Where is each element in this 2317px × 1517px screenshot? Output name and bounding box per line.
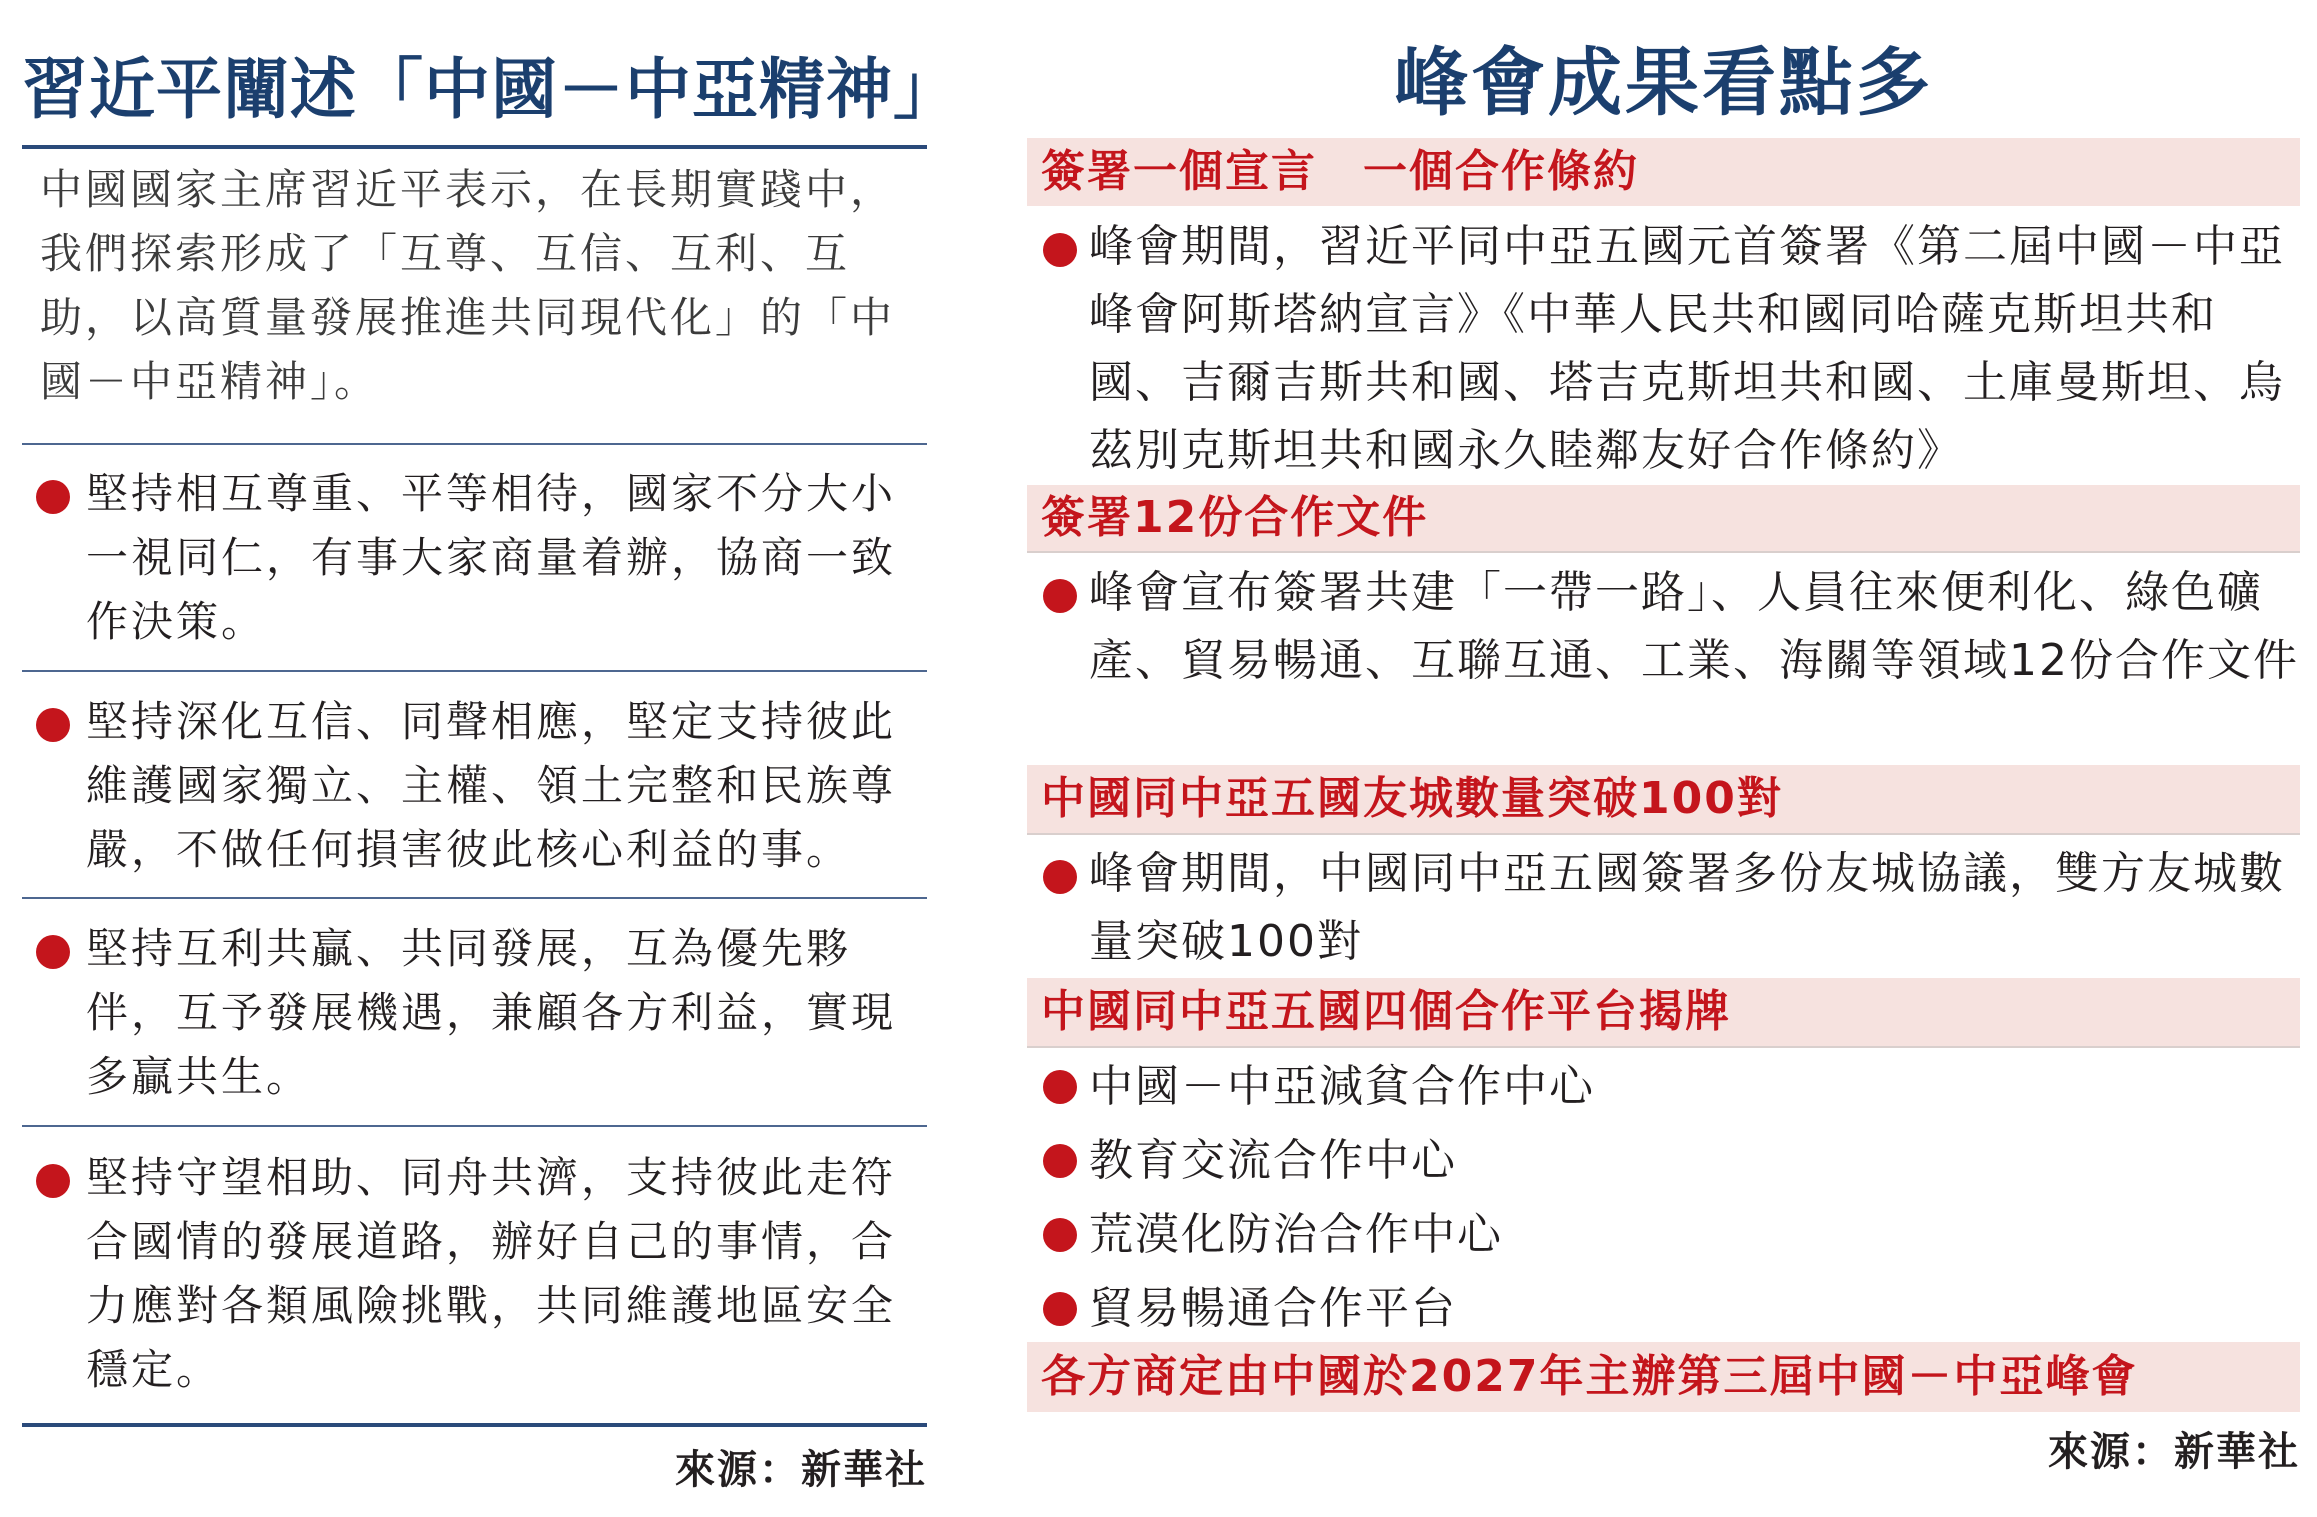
principle-text: 堅持相互尊重、平等相待，國家不分大小一視同仁，有事大家商量着辦，協商一致作決策。	[86, 469, 897, 646]
source-credit: 來源：新華社	[2048, 1429, 2300, 1475]
result-text: 峰會期間，中國同中亞五國簽署多份友城協議，雙方友城數量突破100對	[1089, 848, 2285, 967]
source-credit: 來源：新華社	[675, 1447, 927, 1493]
divider	[22, 897, 927, 899]
principle-text: 堅持深化互信、同聲相應，堅定支持彼此維護國家獨立、主權、領土完整和民族尊嚴，不做任何損害彼此核心利益的事。	[86, 697, 897, 874]
divider	[1027, 1046, 2300, 1048]
result-text: 教育交流合作中心	[1089, 1135, 1457, 1186]
divider	[22, 145, 927, 149]
divider	[22, 443, 927, 445]
divider	[1027, 551, 2300, 553]
divider	[22, 1125, 927, 1127]
result-text: 中國－中亞減貧合作中心	[1089, 1061, 1595, 1112]
divider	[22, 670, 927, 672]
divider	[1027, 833, 2300, 835]
principle-text: 堅持互利共贏、共同發展，互為優先夥伴，互予發展機遇，兼顧各方利益，實現多贏共生。	[86, 924, 897, 1101]
result-text: 峰會期間，習近平同中亞五國元首簽署《第二屆中國－中亞峰會阿斯塔納宣言》《中華人民共和國同哈薩克斯坦共和國、吉爾吉斯共和國、塔吉克斯坦共和國、土庫曼斯坦、烏茲別克斯坦共和國永久睦鄰友好合作條約》	[1089, 221, 2285, 476]
section-heading: 中國同中亞五國四個合作平台揭牌	[1027, 978, 2300, 1046]
bullet-dot-icon	[1043, 860, 1077, 894]
right-panel-title: 峰會成果看點多	[1394, 40, 1933, 126]
bullet-dot-icon	[1043, 233, 1077, 267]
intro-paragraph: 中國國家主席習近平表示，在長期實踐中，我們探索形成了「互尊、互信、互利、互助，以高質量發展推進共同現代化」的「中國－中亞精神」。	[40, 165, 896, 406]
bullet-dot-icon	[1043, 1218, 1077, 1252]
bullet-dot-icon	[36, 708, 70, 742]
bullet-dot-icon	[1043, 579, 1077, 613]
section-heading: 簽署一個宣言 一個合作條約	[1027, 138, 2300, 206]
left-panel-title: 習近平闡述「中國－中亞精神」	[22, 51, 960, 128]
section-heading: 中國同中亞五國友城數量突破100對	[1027, 765, 2300, 833]
result-text: 貿易暢通合作平台	[1089, 1283, 1457, 1334]
bullet-dot-icon	[36, 935, 70, 969]
bullet-dot-icon	[1043, 1070, 1077, 1104]
section-heading: 簽署12份合作文件	[1027, 485, 2300, 551]
result-text: 荒漠化防治合作中心	[1089, 1209, 1503, 1260]
bullet-dot-icon	[1043, 1292, 1077, 1326]
principle-text: 堅持守望相助、同舟共濟，支持彼此走符合國情的發展道路，辦好自己的事情，合力應對各類風險挑戰，共同維護地區安全穩定。	[86, 1153, 897, 1394]
bullet-dot-icon	[36, 1164, 70, 1198]
bullet-dot-icon	[36, 480, 70, 514]
section-heading: 各方商定由中國於2027年主辦第三屆中國－中亞峰會	[1027, 1342, 2300, 1412]
result-text: 峰會宣布簽署共建「一帶一路」、人員往來便利化、綠色礦產、貿易暢通、互聯互通、工業、海關等領域12份合作文件	[1089, 567, 2299, 686]
bullet-dot-icon	[1043, 1144, 1077, 1178]
divider	[22, 1423, 927, 1427]
